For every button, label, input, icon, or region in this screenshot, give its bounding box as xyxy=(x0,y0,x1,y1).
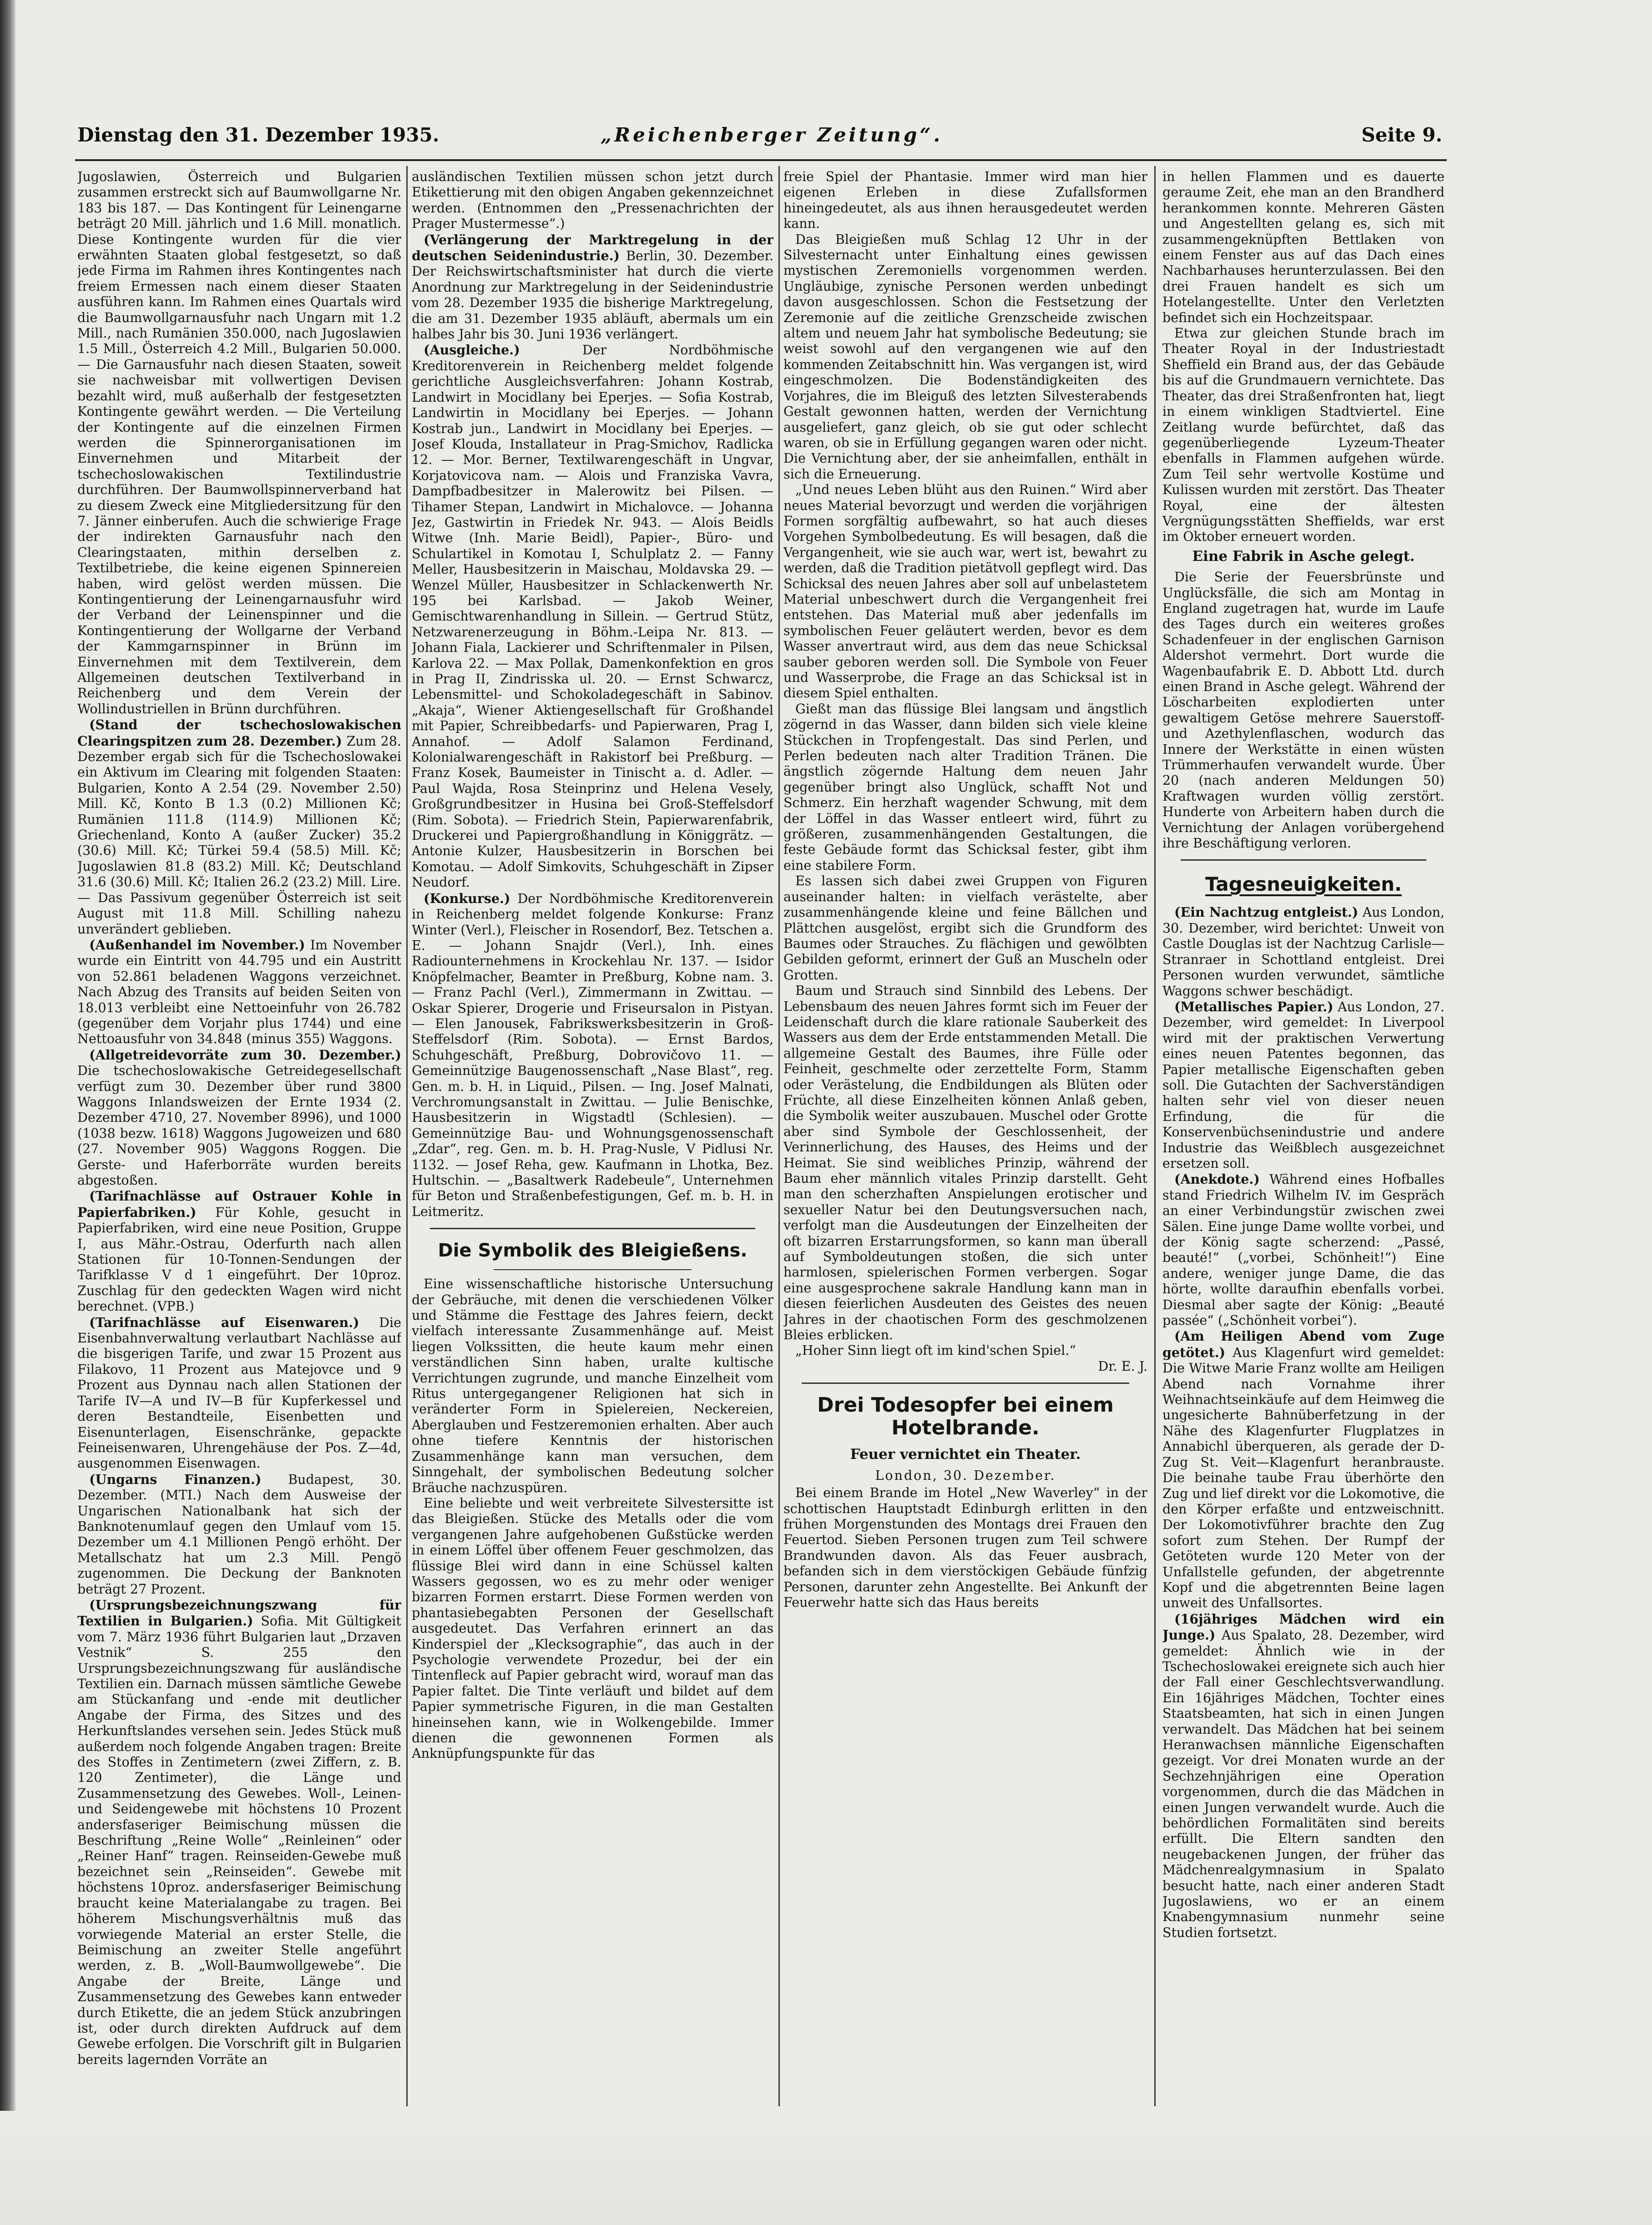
news-item-body: Im November wurde ein Eintritt von 44.795 und ein Austritt von 52.861 beladenen Waggons verzeichnet. Nach Abzug des Transits auf beiden Seiten von 18.013 verbleibt eine Nettoeinfuhr von 26.782 (gegenüber dem Vorjahr plus 1744) und eine Nettoausfuhr von 34.848 (minus 355) Waggons. xyxy=(77,937,401,1047)
column-economy xyxy=(77,169,401,2103)
article-paragraph: Das Bleigießen muß Schlag 12 Uhr in der Silvesternacht unter Einhaltung eines gewissen mystischen Zeremoniells vorgenommen werden. Ungläubige, zynische Personen werden unbedingt davon ausgeschlossen. Schon die Festsetzung der Zeremonie auf die zeitliche Grenzscheide zwischen altem und neuem Jahr hat symbolische Bedeutung; sie weist sowohl auf den vergangenen wie auf den kommenden Zeitabschnitt hin. Was vergangen ist, wird eingeschmolzen. Die Bodenständigkeiten des Vorjahres, die im Bleiguß des letzten Silvesterabends Gestalt gewonnen hatten, werden der Vernichtung ausgeliefert, ganz gleich, ob sie gut oder schlecht waren, ob sie in Erfüllung gegangen waren oder nicht. Die Vernichtung aber, der sie anheimfallen, enthält in sich die Erneuerung. xyxy=(783,232,1147,482)
news-item-heading: (Ein Nachtzug entgleist.) xyxy=(1174,904,1359,920)
news-item-body: Zum 28. Dezember ergab sich für die Tschechoslowakei ein Aktivum im Clearing mit folgenden Staaten: Bulgarien, Konto A 2.54 (29. November 2.50) Mill. Kč, Konto B 1.3 (0.2) Millionen Kč; Rumänien 111.8 (114.9) Millionen Kč; Griechenland, Konto A (außer Zucker) 35.2 (30.6) Mill. Kč; Türkei 59.4 (58.5) Mill. Kč; Jugoslawien 81.8 (83.2) Mill. Kč; Deutschland 31.6 (30.6) Mill. Kč; Italien 26.2 (23.2) Mill. Lire. — Das Passivum gegenüber Österreich ist seit August mit 11.8 Mill. Schilling nahezu unverändert geblieben. xyxy=(77,733,401,937)
article-paragraph: freie Spiel der Phantasie. Immer wird man hier eigenen Erleben in diese Zufallsformen hineingedeutet, als aus ihnen herausgedeutet werden kann. xyxy=(783,169,1147,232)
article-paragraph: Jugoslawien, Österreich und Bulgarien zusammen erstreckt sich auf Baumwollgarne Nr. 183 bis 187. — Das Kontingent für Leinengarne beträgt 20 Mill. jährlich und 1.6 Mill. monatlich. Diese Kontingente wurden für die vier erwähnten Staaten global festgesetzt, so daß jede Firma im Rahmen ihres Kontingentes nach freiem Ermessen nach einem dieser Staaten ausführen kann. Im Rahmen eines Quartals wird die Baumwollgarnausfuhr nach Ungarn mit 1.2 Mill., nach Rumänien 350.000, nach Jugoslawien 1.5 Mill., Österreich 4.2 Mill., Bulgarien 50.000. — Die Garnausfuhr nach diesen Staaten, soweit sie nachweisbar mit vollwertigen Devisen bezahlt wird, muß außerhalb der festgesetzten Kontingente gewährt werden. — Die Verteilung der Kontingente auf die einzelnen Firmen werden die Spinnerorganisationen im Einvernehmen und Mitarbeit der tschechoslowakischen Textilindustrie durchführen. Der Baumwollspinnerverband hat zu diesem Zweck eine Mitgliedersitzung für den 7. Jänner einberufen. Auch die schwierige Frage der indirekten Garnausfuhr nach den Clearingstaaten, mithin derselben z. Textilbetriebe, die keine eigenen Spinnereien haben, wird gelöst werden müssen. Die Kontingentierung der Leinengarnausfuhr wird der Verband der Leinenspinner und die Kontingentierung der Wollgarne der Verband der Kammgarnspinner in Brünn im Einvernehmen mit dem Textilverein, dem Allgemeinen deutschen Textilverband in Reichenberg und dem Verein der Wollindustriellen in Brünn durchführen. xyxy=(77,169,401,716)
column-feature-and-news xyxy=(783,169,1147,2103)
news-item xyxy=(412,232,773,343)
news-item-body: Der Nordböhmische Kreditorenverein in Reichenberg meldet folgende gerichtliche Ausgleichsverfahren: Johann Kostrab, Landwirt in Mocidlany bei Eperjes. — Sofia Kostrab, Landwirtin in Mocidlany bei Eperjes. — Johann Kostrab jun., Landwirt in Mocidlany bei Eperjes. — Josef Klouda, Installateur in Prag-Smichov, Radlicka 12. — Mor. Berner, Textilwarengeschäft in Ungvar, Korjatovicova nam. — Alois und Franziska Vavra, Dampfbadbesitzer in Malerowitz bei Pilsen. — Tihamer Stepan, Landwirt in Michalovce. — Johanna Jez, Gastwirtin in Friedek Nr. 943. — Alois Beidls Witwe (Inh. Marie Beidl), Papier-, Büro- und Schulartikel in Komotau I, Schulplatz 2. — Fanny Meller, Hausbesitzerin in Maischau, Moldavska 29. — Wenzel Müller, Hausbesitzer in Schlackenwerth Nr. 195 bei Karlsbad. — Jakob Weiner, Gemischtwarenhandlung in Sillein. — Gertrud Stütz, Netzwarenerzeugung in Böhm.-Leipa Nr. 813. — Johann Fiala, Lackierer und Schriftenmaler in Pilsen, Karlova 22. — Max Pollak, Damenkonfektion en gros in Prag II, Zindrisska ul. 20. — Ernst Schwarcz, Lebensmittel- und Schokoladegeschäft in Sabinov. „Akaja“, Wiener Aktiengesellschaft für Großhandel mit Papier, Schreibbedarfs- und Papierwaren, Prag I, Annahof. — Adolf Salamon Ferdinand, Kolonialwarengeschäft in Rakistorf bei Preßburg. — Franz Kosek, Baumeister in Tinischt a. d. Adler. — Paul Wajda, Rosa Steinprinz und Helena Vesely, Großgrundbesitzer in Husina bei Groß-Steffelsdorf (Rim. Sobota). — Friedrich Stein, Papierwarenfabrik, Druckerei und Papiergroßhandlung in Königgrätz. — Antonie Kulzer, Hausbesitzerin in Borschen bei Komotau. — Adolf Simkovits, Schuhgeschäft in Zipser Neudorf. xyxy=(412,343,773,890)
news-item-body: Für Kohle, gesucht in Papierfabriken, wird eine neue Position, Gruppe I, aus Mähr.-Ostrau, Oderfurth nach allen Stationen für 10-Tonnen-Sendungen der Tarifklasse V d 1 eingeführt. Der 10proz. Zuschlag für den gedeckten Wagen wird nicht berechnet. (VPB.) xyxy=(77,1205,401,1314)
news-item xyxy=(77,1597,401,2068)
article-subtitle: Eine Fabrik in Asche gelegt. xyxy=(1192,548,1415,565)
news-item-heading: (Außenhandel im November.) xyxy=(89,937,305,953)
section-divider xyxy=(802,1382,1129,1384)
news-item-body: Während eines Hofballes stand Friedrich Wilhelm IV. im Gespräch an einer Verbindungstür zwischen zwei Sälen. Eine junge Dame wollte vorbei, und der König sagte scherzend: „Passé, beauté!“ („vorbei, Schönheit!“) Eine andere, weniger junge Dame, die das hörte, wollte daraufhin ebenfalls vorbei. Diesmal aber sagte der König: „Beauté passée“ („Schönheit vorbei“). xyxy=(1162,1172,1445,1328)
news-item-heading: (Tarifnachlässe auf Eisenwaren.) xyxy=(89,1314,359,1330)
news-item xyxy=(412,342,773,890)
title-divider xyxy=(494,1269,692,1270)
article-paragraph: Die Serie der Feuersbrünste und Unglücksfälle, die sich am Montag in England zugetragen hat, wurde im Laufe des Tages durch ein weiteres großes Schadenfeuer in der englischen Garnison Aldershot vermehrt. Dort wurde die Wagenbaufabrik E. D. Abbott Ltd. durch einen Brand in Asche gelegt. Während der Löscharbeiten explodierten unter gewaltigem Getöse mehrere Sauerstoff- und Azethylenflaschen, wodurch das Innere der Werkstätte in einen wüsten Trümmerhaufen verwandelt wurde. Über 20 (nach anderen Meldungen 50) Kraftwagen wurden völlig zerstört. Hunderte von Arbeitern haben durch die Vernichtung der Anlagen vorübergehend ihre Beschäftigung verloren. xyxy=(1162,570,1445,851)
news-item xyxy=(77,1472,401,1597)
column-rule xyxy=(1154,166,1156,2106)
article-paragraph: Etwa zur gleichen Stunde brach im Theater Royal in der Industriestadt Sheffield ein Brand aus, der das Gebäude bis auf die Grundmauern vernichtete. Das Theater, das drei Straßenfronten hat, liegt in einem winkligen Stadtviertel. Eine Zeitlang wurde befürchtet, daß das gegenüberliegende Lyzeum-Theater ebenfalls in Flammen aufgehen würde. Zum Teil sehr wertvolle Kostüme und Kulissen wurden mit zerstört. Das Theater Royal, eine der ältesten Vergnügungsstätten Sheffields, war erst im Oktober erneuert worden. xyxy=(1162,326,1445,545)
news-item-body: Aus London, 27. Dezember, wird gemeldet: In Liverpool wird mit der praktischen Verwertung eines neuen Patentes begonnen, das Papier metallische Eigenschaften geben soll. Die Gutachten der Sachverständigen halten sehr viel von dieser neuen Erfindung, die für die Konservenbüchsenindustrie und andere Industrie das Weißblech ausgezeichnet ersetzen soll. xyxy=(1162,999,1445,1171)
header-date: Dienstag den 31. Dezember 1935. xyxy=(77,124,440,146)
article-title: Drei Todesopfer bei einem Hotelbrande. xyxy=(817,1393,1114,1440)
news-item-heading: (16jähriges Mädchen wird ein Junge.) xyxy=(1162,1611,1445,1643)
section-title: Tagesneuigkeiten. xyxy=(1205,873,1402,896)
news-item-heading: (Tarifnachlässe auf Ostrauer Kohle in Papierfabriken.) xyxy=(77,1188,401,1220)
news-item-heading: (Ursprungsbezeichnungszwang für Textilien in Bulgarien.) xyxy=(77,1597,401,1629)
news-item-heading: (Stand der tschechoslowakischen Clearingspitzen zum 28. Dezember.) xyxy=(77,717,401,749)
article-paragraph: Gießt man das flüssige Blei langsam und ängstlich zögernd in das Wasser, dann bilden sich viele kleine Stückchen in Tropfengestalt. Das sind Perlen, und Perlen bedeuten nach alter Tradition Tränen. Die ängstlich zögernde Haltung dem neuen Jahr gegenüber bringt also Unglück, schafft Not und Schmerz. Ein herzhaft wagender Schwung, mit dem der Löffel in das Wasser entleert wird, führt zu größeren, zusammenhängenden Gestaltungen, die feste Gebäude formt das Schicksal fester, gibt ihm eine stabilere Form. xyxy=(783,701,1147,873)
news-item-body: Aus Klagenfurt wird gemeldet: Die Witwe Marie Franz wollte am Heiligen Abend nach Vornahme ihrer Weihnachtseinkäufe auf dem Heimweg die ungesicherte Bahnüberfetzung in der Nähe des Klagenfurter Flugplatzes in Annabichl überqueren, als gerade der D-Zug St. Veit—Klagenfurt heranbrauste. Die beinahe taube Frau überhörte den Zug und lief direkt vor die Lokomotive, die den Körper erfaßte und entzweischnitt. Der Lokomotivführer brachte den Zug sofort zum Stehen. Der Rumpf der Getöteten wurde 120 Meter von der Unfallstelle gefunden, der abgetrennte Kopf und die abgetrennten Beine lagen unweit des Unfallsortes. xyxy=(1162,1345,1445,1611)
column-daily-news xyxy=(1162,169,1445,2103)
article-paragraph: Bei einem Brande im Hotel „New Waverley“ in der schottischen Hauptstadt Edinburgh erlitten in den frühen Morgenstunden des Montags drei Frauen den Feuertod. Sieben Personen trugen zum Teil schwere Brandwunden davon. Als das Feuer ausbrach, befanden sich in dem vierstöckigen Gebäude fünfzig Personen, darunter zehn Angestellte. Bei Ankunft der Feuerwehr hatte sich das Haus bereits xyxy=(783,1485,1147,1610)
news-item-body: Budapest, 30. Dezember. (MTI.) Nach dem Ausweise der Ungarischen Nationalbank hat sich der Banknotenumlauf gegen den Umlauf vom 15. Dezember um 4.1 Millionen Pengö erhöht. Der Metallschatz hat um 2.3 Mill. Pengö zugenommen. Die Deckung der Banknoten beträgt 27 Prozent. xyxy=(77,1472,401,1597)
author-signature: Dr. E. J. xyxy=(1098,1358,1147,1374)
news-item xyxy=(77,1188,401,1314)
news-item xyxy=(1162,999,1445,1171)
news-item xyxy=(77,937,401,1047)
news-item-heading: (Konkurse.) xyxy=(424,890,510,906)
news-item-body: Berlin, 30. Dezember. Der Reichswirtschaftsminister hat durch die vierte Anordnung zur Marktregelung in der Seidenindustrie vom 28. Dezember 1935 die bisherige Marktregelung, die am 31. Dezember 1935 abläuft, abermals um ein halbes Jahr bis 30. Juni 1936 verlängert. xyxy=(412,248,773,342)
page-bottom-margin xyxy=(0,2111,1652,2225)
news-item-heading: (Allgetreidevorräte zum 30. Dezember.) xyxy=(89,1047,401,1063)
scan-edge xyxy=(0,0,15,2225)
news-item-body: Aus London, 30. Dezember, wird berichtet: Unweit von Castle Douglas ist der Nachtzug Carlisle—Stranraer in Schottland entgleist. Drei Personen wurden verwundet, sämtliche Waggons schwer beschädigt. xyxy=(1162,905,1445,999)
news-item-body: Die Eisenbahnverwaltung verlautbart Nachlässe auf die bisgerigen Tarife, und zwar 15 Prozent aus Filakovo, 11 Prozent aus Matejovce und 9 Prozent aus Dynnau nach allen Stationen der Tarife IV—A und IV—B für Kupferkessel und deren Bestandteile, Eisenbetten und Eisenunterlagen, Eisenschränke, gepackte Feineisenwaren, Uhrengehäuse der Pos. Z—4d, ausgenommen Eisenwagen. xyxy=(77,1315,401,1471)
article-title: Die Symbolik des Bleigießens. xyxy=(438,1240,748,1261)
article-paragraph: ausländischen Textilien müssen schon jetzt durch Etikettierung mit den obigen Angaben gekennzeichnet werden. (Entnommen den „Pressenachrichten der Prager Mustermesse“.) xyxy=(412,169,773,232)
section-divider xyxy=(1181,859,1426,861)
section-divider xyxy=(430,1228,755,1229)
news-item-heading: (Anekdote.) xyxy=(1174,1171,1260,1187)
news-item xyxy=(1162,904,1445,999)
column-rule xyxy=(406,166,408,2106)
header-paper-name: „Reichenberger Zeitung“. xyxy=(601,124,943,146)
news-item-heading: (Verlängerung der Marktregelung in der deutschen Seidenindustrie.) xyxy=(412,232,773,264)
news-item-heading: (Metallisches Papier.) xyxy=(1174,999,1334,1014)
page-header xyxy=(77,124,1442,156)
news-item-body: Sofia. Mit Gültigkeit vom 7. März 1936 führt Bulgarien laut „Drzaven Vestnik“ S. 255 den Ursprungsbezeichnungszwang für ausländische Textilien ein. Darnach müssen sämtliche Gewebe am Stückanfang und -ende mit deutlicher Angabe der Firma, des Sitzes und des Herkunftslandes versehen sein. Jedes Stück muß außerdem noch folgende Angaben tragen: Breite des Stoffes in Zentimetern (zwei Ziffern, z. B. 120 Zentimeter), die Länge und Zusammensetzung des Gewebes. Woll-, Leinen- und Seidengewebe mit höchstens 10 Prozent andersfaseriger Beimischung müssen die Beschriftung „Reine Wolle“ „Reinleinen“ oder „Reiner Hanf“ tragen. Reinseiden-Gewebe muß bezeichnet sein „Reinseiden“. Gewebe mit höchstens 10proz. andersfaseriger Beimischung braucht keine Materialangabe zu tragen. Bei höherem Mischungsverhältnis muß das vorwiegende Material an erster Stelle, die Beimischung an zweiter Stelle angeführt werden, z. B. „Woll-Baumwollgewebe“. Die Angabe der Breite, Länge und Zusammensetzung des Gewebes kann entweder durch Etikette, die an jedem Stück anzubringen ist, oder durch direkten Aufdruck auf dem Gewebe erfolgen. Die Vorschrift gilt in Bulgarien bereits lagernden Vorräte an xyxy=(77,1614,401,2067)
news-item xyxy=(77,717,401,937)
news-item-heading: (Ausgleiche.) xyxy=(424,342,520,358)
news-item-body: Die tschechoslowakische Getreidegesellschaft verfügt zum 30. Dezember über rund 3800 Waggons Inlandsweizen der Ernte 1934 (2. Dezember 4710, 27. November 8996), und 1000 (1038 bezw. 1618) Waggons Jugoweizen und 680 (27. November 905) Waggons Roggen. Die Gerste- und Haferborräte wurden bereits abgestoßen. xyxy=(77,1063,401,1188)
article-paragraph: „Und neues Leben blüht aus den Ruinen.“ Wird aber neues Material bevorzugt und werden die vorjährigen Formen sorgfältig aufbewahrt, so hat auch dieses Vorgehen Symbolbedeutung. Es will besagen, daß die Vergangenheit, wie sie auch war, wert ist, bewahrt zu werden, daß die Tradition pietätvoll gepflegt wird. Das Schicksal des neuen Jahres aber soll auf unbelastetem Material unbeschwert durch die Vergangenheit frei entstehen. Das Material muß aber jedenfalls im symbolischen Feuer geläutert werden, bevor es dem Wasser anvertraut wird, aus dem das neue Schicksal sauber geboren werden soll. Die Symbole von Feuer und Wasserprobe, die Frage an das Schicksal ist in diesem Spiel enthalten. xyxy=(783,482,1147,701)
header-rule xyxy=(75,159,1447,161)
article-dateline: London, 30. Dezember. xyxy=(875,1468,1056,1483)
column-rule xyxy=(778,166,780,2106)
news-item-heading: (Am Heiligen Abend vom Zuge getötet.) xyxy=(1162,1328,1445,1360)
news-item xyxy=(1162,1611,1445,1941)
news-item xyxy=(412,891,773,1220)
article-quote: „Hoher Sinn liegt oft im kind'schen Spiel.“ xyxy=(795,1343,1076,1358)
article-paragraph: Baum und Strauch sind Sinnbild des Lebens. Der Lebensbaum des neuen Jahres formt sich im Feuer der Leidenschaft durch die klare rationale Sauberkeit des Wassers aus dem der Erde entstammenden Metall. Die allgemeine Gestalt des Baumes, ihre Fülle oder Feinheit, geschmelte oder zerzettelte Form, Stamm oder Verästelung, die Endbildungen als Blüten oder Früchte, all diese Einzelheiten können Anlaß geben, die Symbolik weiter auszubauen. Muschel oder Grotte aber sind Symbole der Geschlossenheit, der Verinnerlichung, des Hauses, des Heims und der Heimat. Sie sind weibliches Prinzip, während der Baum eher männlich vitales Prinzip darstellt. Geht man den scherzhaften Anspielungen erotischer und sexueller Natur bei den Deutungsversuchen nach, verfolgt man die Ausdeutungen der Einzelheiten der oft bizarren Erstarrungsformen, so kann man überall auf Symboldeutungen stoßen, die sich unter harmlosen, spielerischen Formen verbergen. Sogar eine ausgesprochene sakrale Handlung kann man in diesen feierlichen Ausdeuten des Geistes des neuen Jahres in der chaotischen Form des geschmolzenen Bleies erblicken. xyxy=(783,983,1147,1343)
article-subtitle: Feuer vernichtet ein Theater. xyxy=(850,1446,1081,1463)
article-paragraph: in hellen Flammen und es dauerte geraume Zeit, ehe man an den Brandherd herankommen konnte. Mehreren Gästen und Angestellten gelang es, sich mit zusammengeknüpften Bettlaken von einem Fenster aus auf das Dach eines Nachbarhauses herunterzulassen. Bei den drei Frauen handelt es sich um Hotelangestellte. Unter den Verletzten befindet sich ein Hochzeitspaar. xyxy=(1162,169,1445,325)
article-paragraph: Eine wissenschaftliche historische Untersuchung der Gebräuche, mit denen die verschiedenen Völker und Stämme die Festtage des Jahres feiern, deckt vielfach interessante Zusammenhänge auf. Meist liegen Volkssitten, die heute kaum mehr einen verständlichen Sinn haben, uralte kultische Verrichtungen zugrunde, und manche Einzelheit vom Ritus untergegangener Religionen hat sich in veränderter Form in Spielereien, Neckereien, Aberglauben und Festzeremonien erhalten. Aber auch ohne tiefere Kenntnis der historischen Zusammenhänge kann man versuchen, dem Sinngehalt, der symbolischen Bedeutung solcher Bräuche nachzuspüren. xyxy=(412,1276,773,1495)
column-economy-and-feature xyxy=(412,169,773,2103)
news-item xyxy=(77,1047,401,1189)
article-paragraph: Eine beliebte und weit verbreitete Silvestersitte ist das Bleigießen. Stücke des Metalls oder die vom vergangenen Jahre aufgehobenen Gußstücke werden in einem Löffel über offenem Feuer geschmolzen, das flüssige Blei wird dann in eine Schüssel kalten Wassers gegossen, wo es zu mehr oder weniger bizarren Formen erstarrt. Diese Formen werden von phantasiebegabten Personen der Gesellschaft ausgedeutet. Das Verfahren erinnert an das Kinderspiel der „Klecksographie“, das auch in der Psychologie verwendete Prozedur, bei der ein Tintenfleck auf Papier gebracht wird, worauf man das Papier faltet. Die Tinte verläuft und bildet auf dem Papier symmetrische Figuren, in die man Gestalten hineinsehen kann, wie in Wolkengebilde. Immer dienen die gewonnenen Formen als Anknüpfungspunkte für das xyxy=(412,1495,773,1761)
news-item xyxy=(1162,1171,1445,1328)
article-paragraph: Es lassen sich dabei zwei Gruppen von Figuren auseinander halten: in vielfach verästelte, aber zusammenhängende kleine und feine Bällchen und Plättchen ausgelöst, ergibt sich die Grundform des Baumes oder Strauches. Zu flächigen und gewölbten Gebilden geformt, erinnert der Guß an Muscheln oder Grotten. xyxy=(783,873,1147,983)
header-page-number: Seite 9. xyxy=(1361,124,1442,146)
news-item-body: Aus Spalato, 28. Dezember, wird gemeldet: Ähnlich wie in der Tschechoslowakei ereignete sich auch hier der Fall einer Geschlechtsverwandlung. Ein 16jähriges Mädchen, Tochter eines Staatsbeamten, hat sich in einen Jungen verwandelt. Das Mädchen hat bei seinem Heranwachsen männliche Eigenschaften gezeigt. Vor drei Monaten wurde an der Sechzehnjährigen eine Operation vorgenommen, durch die das Mädchen in einen Jungen verwandelt wurde. Auch die behördlichen Formalitäten sind bereits erfüllt. Die Eltern sandten den neugebackenen Jungen, der früher das Mädchenrealgymnasium in Spalato besucht hatte, nach einer anderen Stadt Jugoslawiens, wo er an einem Knabengymnasium nunmehr seine Studien fortsetzt. xyxy=(1162,1628,1445,1940)
news-item-body: Der Nordböhmische Kreditorenverein in Reichenberg meldet folgende Konkurse: Franz Winter (Verl.), Fleischer in Rosendorf, Bez. Tetschen a. E. — Johann Snajdr (Verl.), Inh. eines Radiounternehmens in Krockehlau Nr. 137. — Isidor Knöpfelmacher, Beamter in Preßburg, Kobne nam. 3. — Franz Pachl (Verl.), Zimmermann in Zwittau. — Oskar Spierer, Drogerie und Friseursalon in Pistyan. — Elen Janousek, Fabrikswerksbesitzerin in Groß-Steffelsdorf (Rim. Sobota). — Ernst Bardos, Schuhgeschäft, Preßburg, Dobrovičovo 11. — Gemeinnützige Baugenossenschaft „Nase Blast“, reg. Gen. m. b. H. in Liquid., Pilsen. — Ing. Josef Malnati, Verchromungsanstalt in Zwittau. — Julie Benischke, Hausbesitzerin in Wigstadtl (Schlesien). — Gemeinnützige Bau- und Wohnungsgenossenschaft „Zdar“, reg. Gen. m. b. H. Prag-Nusle, V Pidlusi Nr. 1132. — Josef Reha, gew. Kaufmann in Lhotka, Bez. Hultschin. — „Basaltwerk Radebeule“, Unternehmen für Beton und Straßenbefestigungen, Gef. m. b. H. in Leitmeritz. xyxy=(412,891,773,1219)
news-item xyxy=(1162,1328,1445,1611)
news-item-heading: (Ungarns Finanzen.) xyxy=(89,1471,262,1487)
news-item xyxy=(77,1315,401,1472)
